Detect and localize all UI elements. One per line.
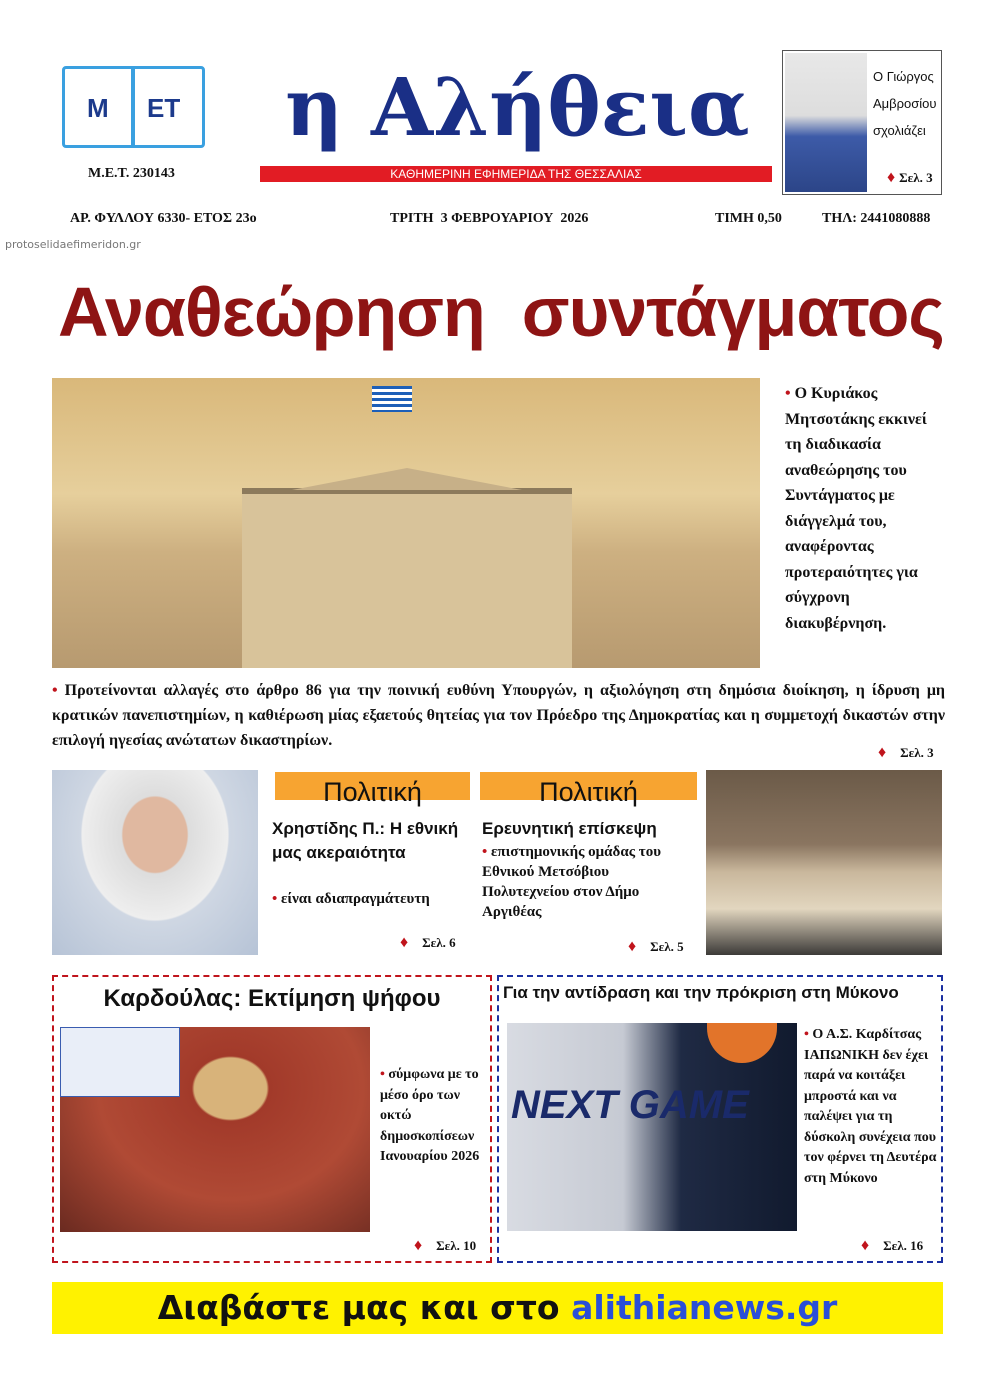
- met-code: Μ.Ε.Τ. 230143: [88, 166, 175, 181]
- section-label: Πολιτική: [480, 772, 697, 800]
- basketball-icon: [707, 1023, 777, 1063]
- page-ref: Σελ. 6: [422, 935, 456, 950]
- columnist-box[interactable]: [782, 50, 942, 195]
- page-ref: Σελ. 16: [883, 1238, 924, 1253]
- columnist-text: σχολιάζει: [873, 123, 926, 138]
- lead-side-text: • Ο Κυριάκος Μητσοτάκης εκκινεί τη διαδικασία αναθεώρησης του Συντάγματος με διάγγελμά του, αναφέροντας προτεραιότητες για σύγχρονη διακυβέρνηση.: [785, 385, 927, 632]
- page-ref: Σελ. 10: [436, 1238, 477, 1253]
- met-logo-left: Μ: [87, 93, 109, 123]
- website-link[interactable]: alithianews.gr: [571, 1288, 838, 1327]
- diamond-icon: ♦: [878, 744, 887, 761]
- story-text: • Ο Α.Σ. Καρδίτσας ΙΑΠΩΝΙΚΗ δεν έχει παρά να κοιτάξει μπροστά και να παλέψει για τη δύσκολη συνέχεια που τον φέρνει τη Δευτέρα στη Μύκονο: [804, 1027, 937, 1186]
- christidis-photo: [52, 770, 258, 955]
- lead-body: • Προτείνονται αλλαγές στο άρθρο 86 για την ποινική ευθύνη Υπουργών, η αξιολόγηση στη δημόσια διοίκηση, η ίδρυση μη κρατικών πανεπιστημίων, η καθιέρωση μίας εξαετούς θητείας για τον Πρόεδρο της Δημοκρατίας και η συμμετοχή δικαστών στην επιλογή ηγεσίας ανώτατων δικαστηρίων.: [52, 682, 946, 749]
- issue-date: ΤΡΙΤΗ 3 ΦΕΒΡΟΥΑΡΙΟΥ 2026: [390, 211, 589, 226]
- watermark: protoselidaefimeridon.gr: [5, 238, 141, 251]
- website-banner[interactable]: [52, 1282, 943, 1334]
- story-title[interactable]: Χρηστίδης Π.: Η εθνική μας ακεραιότητα: [272, 819, 459, 862]
- price: ΤΙΜΗ 0,50: [715, 211, 782, 226]
- meeting-room-photo: [706, 770, 942, 955]
- diamond-icon: ♦: [400, 934, 409, 951]
- page-ref: Σελ. 3: [900, 745, 934, 760]
- section-label: Πολιτική: [275, 772, 470, 800]
- parliament-hall-photo: [60, 1027, 370, 1232]
- diamond-icon: ♦: [414, 1237, 423, 1254]
- columnist-text: Αμβροσίου: [873, 96, 937, 111]
- met-logo-right: ΕΤ: [147, 93, 181, 123]
- page-ref: Σελ. 5: [650, 939, 684, 954]
- columnist-photo: [785, 53, 867, 192]
- story-text: • είναι αδιαπραγμάτευτη: [272, 891, 430, 907]
- masthead-title: η Αλήθεια: [285, 60, 750, 154]
- parliament-photo: [52, 378, 760, 668]
- flag-icon: [372, 386, 412, 412]
- phone: ΤΗΛ: 2441080888: [822, 211, 931, 226]
- diamond-icon: ♦: [861, 1237, 870, 1254]
- story-text: • επιστημονικής ομάδας του Εθνικού Μετσόβιου Πολυτεχνείου στον Δήμο Αργιθέας: [482, 844, 661, 920]
- story-title[interactable]: Ερευνητική επίσκεψη: [482, 819, 657, 838]
- basketball-story-box[interactable]: [497, 975, 943, 1263]
- diamond-icon: ♦: [628, 938, 637, 955]
- diamond-icon: ♦: [887, 169, 896, 186]
- page-ref: Σελ. 3: [899, 170, 933, 185]
- story-title: Για την αντίδραση και την πρόκριση στη Μύκονο: [503, 983, 899, 1002]
- banner-text: Διαβάστε μας και στο: [157, 1288, 560, 1327]
- masthead-subtitle-bar: [260, 166, 772, 182]
- image-caption: NEXT GAME: [511, 1083, 749, 1127]
- poll-story-box[interactable]: [52, 975, 492, 1263]
- story-title: Καρδούλας: Εκτίμηση ψήφου: [103, 985, 441, 1012]
- issue-number: ΑΡ. ΦΥΛΛΟΥ 6330- ΕΤΟΣ 23ο: [70, 211, 257, 226]
- masthead-subtitle: ΚΑΘΗΜΕΡΙΝΗ ΕΦΗΜΕΡΙΔΑ ΤΗΣ ΘΕΣΣΑΛΙΑΣ: [390, 167, 642, 181]
- story-text: • σύμφωνα με το μέσο όρο των οκτώ δημοσκοπίσεων Ιανουαρίου 2026: [380, 1067, 480, 1164]
- columnist-text: Ο Γιώργος: [873, 69, 934, 84]
- basketball-photo: [507, 1023, 797, 1231]
- headline: Αναθεώρηση συντάγματος: [58, 273, 944, 351]
- met-logo: [62, 66, 205, 148]
